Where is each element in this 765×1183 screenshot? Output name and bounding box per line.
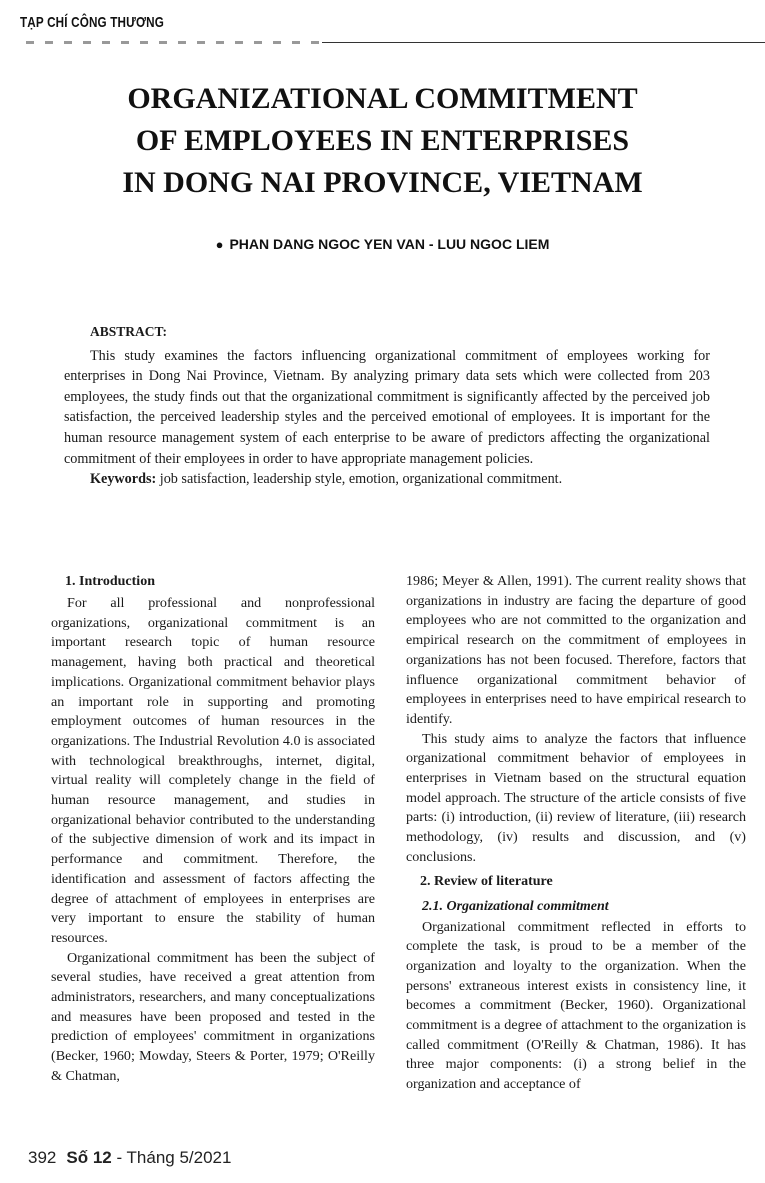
issue-number: Số 12 [66, 1148, 112, 1167]
header-rule [322, 42, 765, 43]
keywords-text: job satisfaction, leadership style, emotion, organizational commitment. [156, 471, 563, 488]
abstract-body: This study examines the factors influencing organizational commitment of employees working for enterprises in Dong Nai Province, Vietnam. By analyzing primary data sets which were collected from 203 employees, the study finds out that the organizational commitment is significantly affected by the perceived job satisfaction, the perceived leadership styles and the perceived emotional of employees. It is important for the human resource management system of each enterprise to be aware of predictors affecting the organizational commitment of their employees in order to have appropriate management policies. [64, 347, 710, 467]
page-footer [28, 1148, 231, 1168]
authors-line [0, 236, 765, 252]
title-line: IN DONG NAI PROVINCE, VIETNAM [122, 166, 643, 199]
title-line: OF EMPLOYEES IN ENTERPRISES [135, 124, 630, 157]
article-title [0, 78, 765, 204]
issue-date: - Tháng 5/2021 [111, 1148, 232, 1167]
keywords [64, 469, 710, 490]
column-right [406, 572, 746, 1095]
paragraph: Organizational commitment has been the subject of several studies, have received a great attention from administrators, researchers, and many conceptualizations and measures have been proposed and tested in the prediction of employees' commitment in organizations (Becker, 1960; Mowday, Steers & Porter, 1979; O'Reilly & Chatman, [51, 949, 375, 1084]
paragraph: Organizational commitment reflected in efforts to complete the task, is proud to be a member of the organization and loyalty to the organization. When the persons' extraneous interest exists in consistency line, it becomes a commitment (Becker, 1960). Organizational commitment is a degree of attachment to the organization is called commitment (O'Reilly & Chatman, 1986). It has three major components: (i) a strong belief in the organization and acceptance of [406, 918, 746, 1093]
section-heading-review: 2. Review of literature [420, 873, 553, 889]
column-left [51, 572, 375, 1087]
keywords-label: Keywords: [90, 471, 157, 488]
subsection-heading: 2.1. Organizational commitment [422, 898, 609, 914]
abstract-heading: ABSTRACT: [90, 324, 168, 339]
paragraph: This study aims to analyze the factors that influence organizational commitment behavior of employees in enterprises in Vietnam based on the structural equation model approach. The structure of the article consists of five parts: (i) introduction, (ii) review of literature, (iii) research methodology, (iv) results and discussion, and (v) conclusions. [406, 730, 746, 865]
journal-name: TẠP CHÍ CÔNG THƯƠNG [20, 14, 164, 31]
page-number: 392 [28, 1148, 57, 1167]
authors: PHAN DANG NGOC YEN VAN - LUU NGOC LIEM [229, 236, 550, 252]
paragraph: For all professional and nonprofessional organizations, organizational commitment is an important research topic of human resource management, having both practical and theoretical implications. Organizational commitment behavior plays an important role in supporting and promoting employment outcomes of human resources in the organizations. The Industrial Revolution 4.0 is associated with technological breakthroughs, internet, digital, virtual reality will completely change in the field of human resource management, and studies in organizational behavior contributed to the understanding of the subjective dimension of work and its impact in performance and commitment. Therefore, the identification and assessment of factors affecting the degree of attachment of employees in enterprises are very important to ensure the stability of human resources. [51, 595, 375, 946]
title-line: ORGANIZATIONAL COMMITMENT [127, 82, 638, 115]
section-heading-introduction: 1. Introduction [65, 574, 155, 589]
header-dashed-rule [26, 41, 322, 44]
paragraph: 1986; Meyer & Allen, 1991). The current reality shows that organizations in industry are facing the departure of good employees who are not committed to the organization and empirical research on the commitment of employees in organizations has not been focused. Therefore, factors that influence organizational commitment behavior of employees in enterprises need to have empirical research to identify. [406, 573, 746, 727]
abstract [64, 322, 710, 490]
bullet-icon: ● [215, 237, 224, 252]
